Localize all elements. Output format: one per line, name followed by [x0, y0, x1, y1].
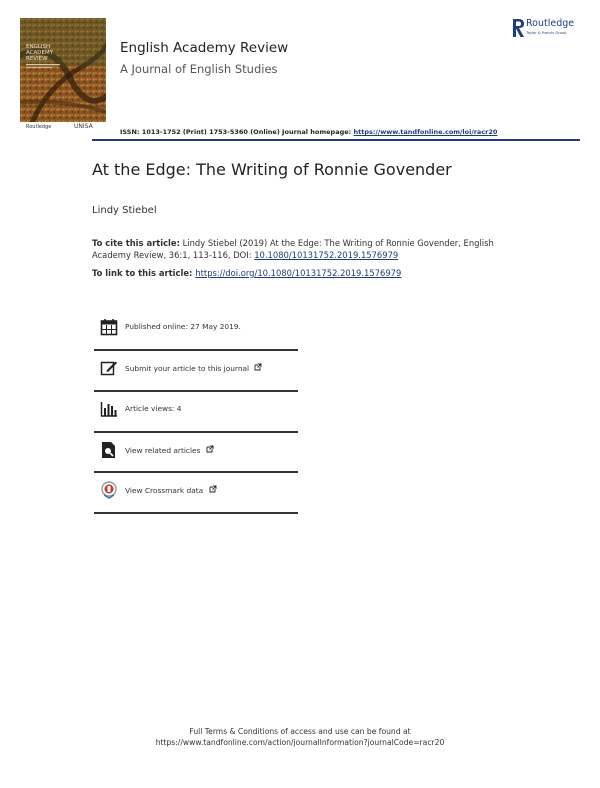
submit-article-text: Submit your article to this journal	[125, 364, 250, 373]
bar-chart-icon	[100, 400, 118, 418]
cover-logos	[20, 122, 106, 136]
link-label: To link to this article:	[92, 268, 196, 278]
cover-title-line1: ENGLISH	[26, 44, 51, 50]
item-divider	[94, 512, 298, 514]
crossmark-text: View Crossmark data	[125, 486, 204, 495]
article-views-label: Article views: 4	[125, 404, 182, 413]
cover-title-line3: REVIEW	[26, 56, 48, 62]
cite-label: To cite this article:	[92, 238, 180, 248]
issn-line	[120, 128, 497, 136]
citation-block	[92, 238, 512, 261]
article-link-line	[92, 268, 401, 278]
routledge-r-icon	[512, 18, 525, 38]
routledge-tagline: Taylor & Francis Group	[526, 31, 567, 35]
header-divider	[92, 139, 580, 141]
cover-routledge-logo: Routledge	[26, 124, 52, 130]
document-search-icon	[100, 441, 118, 459]
journal-cover	[20, 18, 106, 122]
journal-subtitle: A Journal of English Studies	[120, 62, 278, 76]
related-articles-item[interactable]	[94, 433, 298, 473]
related-articles-label[interactable]	[125, 445, 214, 455]
cover-title-line2: ACADEMY	[26, 50, 54, 56]
cite-text: Lindy Stiebel (2019) At the Edge: The Writing of Ronnie Govender, English Academy Review, 36:1, 113-116, DOI:	[92, 238, 494, 260]
crossmark-label[interactable]	[125, 485, 217, 495]
article-author: Lindy Stiebel	[92, 205, 157, 216]
article-title: At the Edge: The Writing of Ronnie Govender	[92, 160, 452, 179]
submit-article-item[interactable]	[94, 351, 298, 391]
routledge-name: Routledge	[526, 18, 575, 29]
external-link-icon	[209, 485, 217, 493]
routledge-logo[interactable]	[512, 18, 592, 40]
published-online-label: Published online: 27 May 2019.	[125, 322, 241, 331]
footer-terms-text: Full Terms & Conditions of access and use can be found at	[189, 727, 411, 736]
edit-icon	[100, 359, 118, 377]
external-link-icon	[206, 445, 214, 453]
published-online-item	[94, 310, 298, 350]
cover-artwork	[20, 18, 106, 122]
journal-title: English Academy Review	[120, 40, 289, 56]
journal-homepage-link[interactable]: https://www.tandfonline.com/loi/racr20	[353, 128, 498, 136]
crossmark-item[interactable]	[94, 473, 298, 513]
cite-doi-link[interactable]: 10.1080/10131752.2019.1576979	[254, 249, 399, 260]
calendar-icon	[100, 318, 118, 336]
article-doi-link[interactable]: https://doi.org/10.1080/10131752.2019.1576979	[195, 268, 402, 278]
article-views-item	[94, 392, 298, 432]
related-articles-text: View related articles	[125, 446, 201, 455]
submit-article-label[interactable]	[125, 363, 262, 373]
crossmark-icon	[100, 481, 118, 499]
footer-terms-link[interactable]: https://www.tandfonline.com/action/journalInformation?journalCode=racr20	[155, 738, 445, 747]
external-link-icon	[254, 363, 262, 371]
issn-text: ISSN: 1013-1752 (Print) 1753-5360 (Online) Journal homepage:	[120, 128, 354, 136]
cover-unisa-logo: UNISA	[74, 123, 93, 130]
